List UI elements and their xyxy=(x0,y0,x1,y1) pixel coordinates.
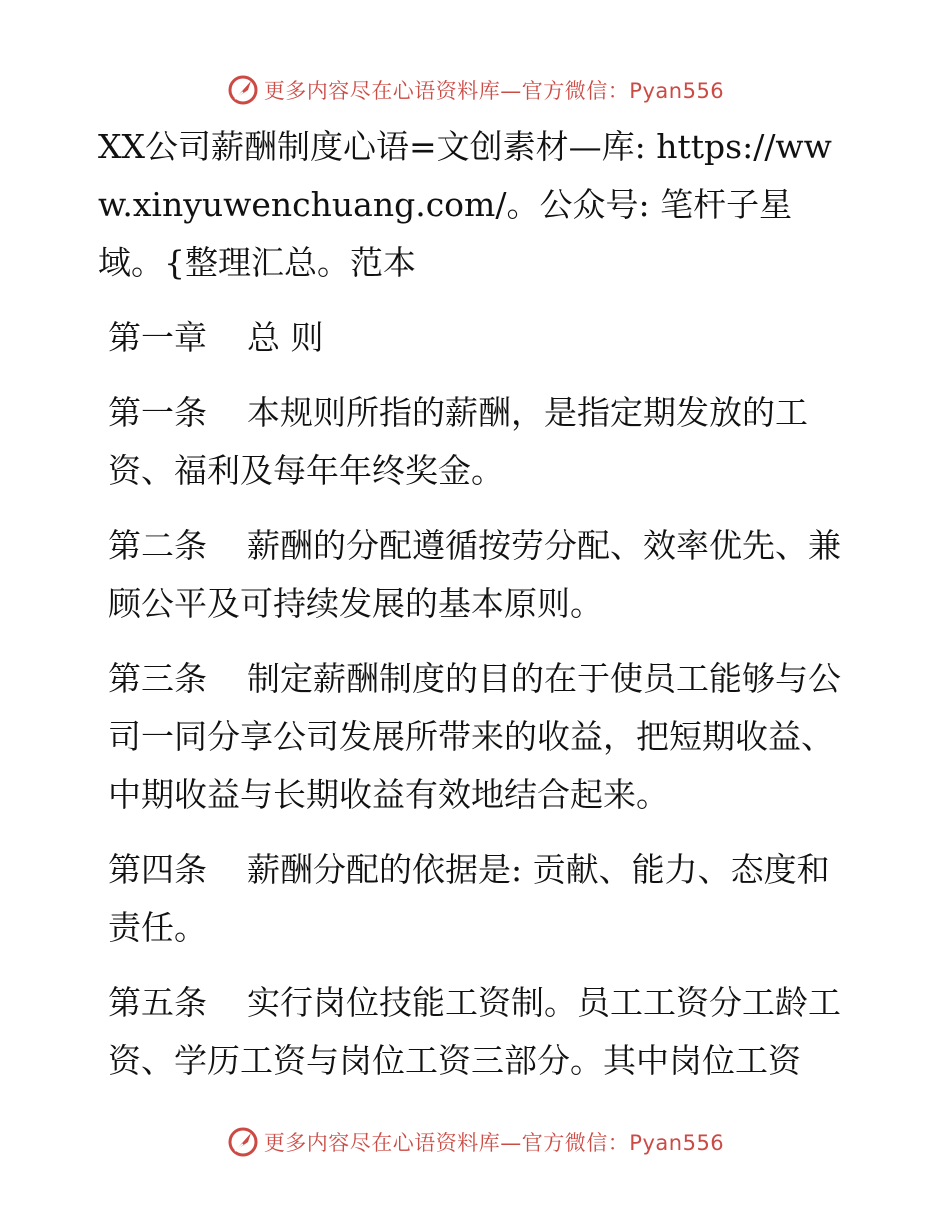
article-5 xyxy=(98,974,843,1090)
intro-paragraph: XX公司薪酬制度心语=文创素材—库: https://www.xinyuwenchuang.com/。公众号: 笔杆子星域。{整理汇总。范本 xyxy=(98,127,832,282)
watermark-text: 更多内容尽在心语资料库—官方微信：Pyan556 xyxy=(263,79,725,103)
footer-watermark xyxy=(0,1122,950,1162)
article-label: 第二条 xyxy=(108,526,207,565)
article-text: 制定薪酬制度的目的在于使员工能够与公司一同分享公司发展所带来的收益，把短期收益、中期收益与长期收益有效地结合起来。 xyxy=(108,659,841,814)
article-text: 薪酬的分配遵循按劳分配、效率优先、兼顾公平及可持续发展的基本原则。 xyxy=(108,526,841,623)
watermark-text: 更多内容尽在心语资料库—官方微信：Pyan556 xyxy=(263,1131,725,1155)
chapter-label: 第一章 xyxy=(108,318,207,357)
article-text: 实行岗位技能工资制。员工工资分工龄工资、学历工资与岗位工资三部分。其中岗位工资 xyxy=(108,983,841,1080)
chapter-heading xyxy=(98,309,843,367)
quill-pen-logo-icon xyxy=(226,73,260,107)
article-label: 第一条 xyxy=(108,393,207,432)
article-label: 第五条 xyxy=(108,983,207,1022)
document-body xyxy=(98,118,843,1107)
article-4 xyxy=(98,841,843,957)
header-watermark xyxy=(0,70,950,110)
article-text: 本规则所指的薪酬，是指定期发放的工资、福利及每年年终奖金。 xyxy=(108,393,808,490)
article-3 xyxy=(98,650,843,824)
chapter-title: 总 则 xyxy=(247,318,324,357)
article-1 xyxy=(98,384,843,500)
article-label: 第三条 xyxy=(108,659,207,698)
article-2 xyxy=(98,517,843,633)
quill-pen-logo-icon xyxy=(226,1125,260,1159)
article-label: 第四条 xyxy=(108,850,207,889)
article-text: 薪酬分配的依据是: 贡献、能力、态度和责任。 xyxy=(108,850,830,947)
